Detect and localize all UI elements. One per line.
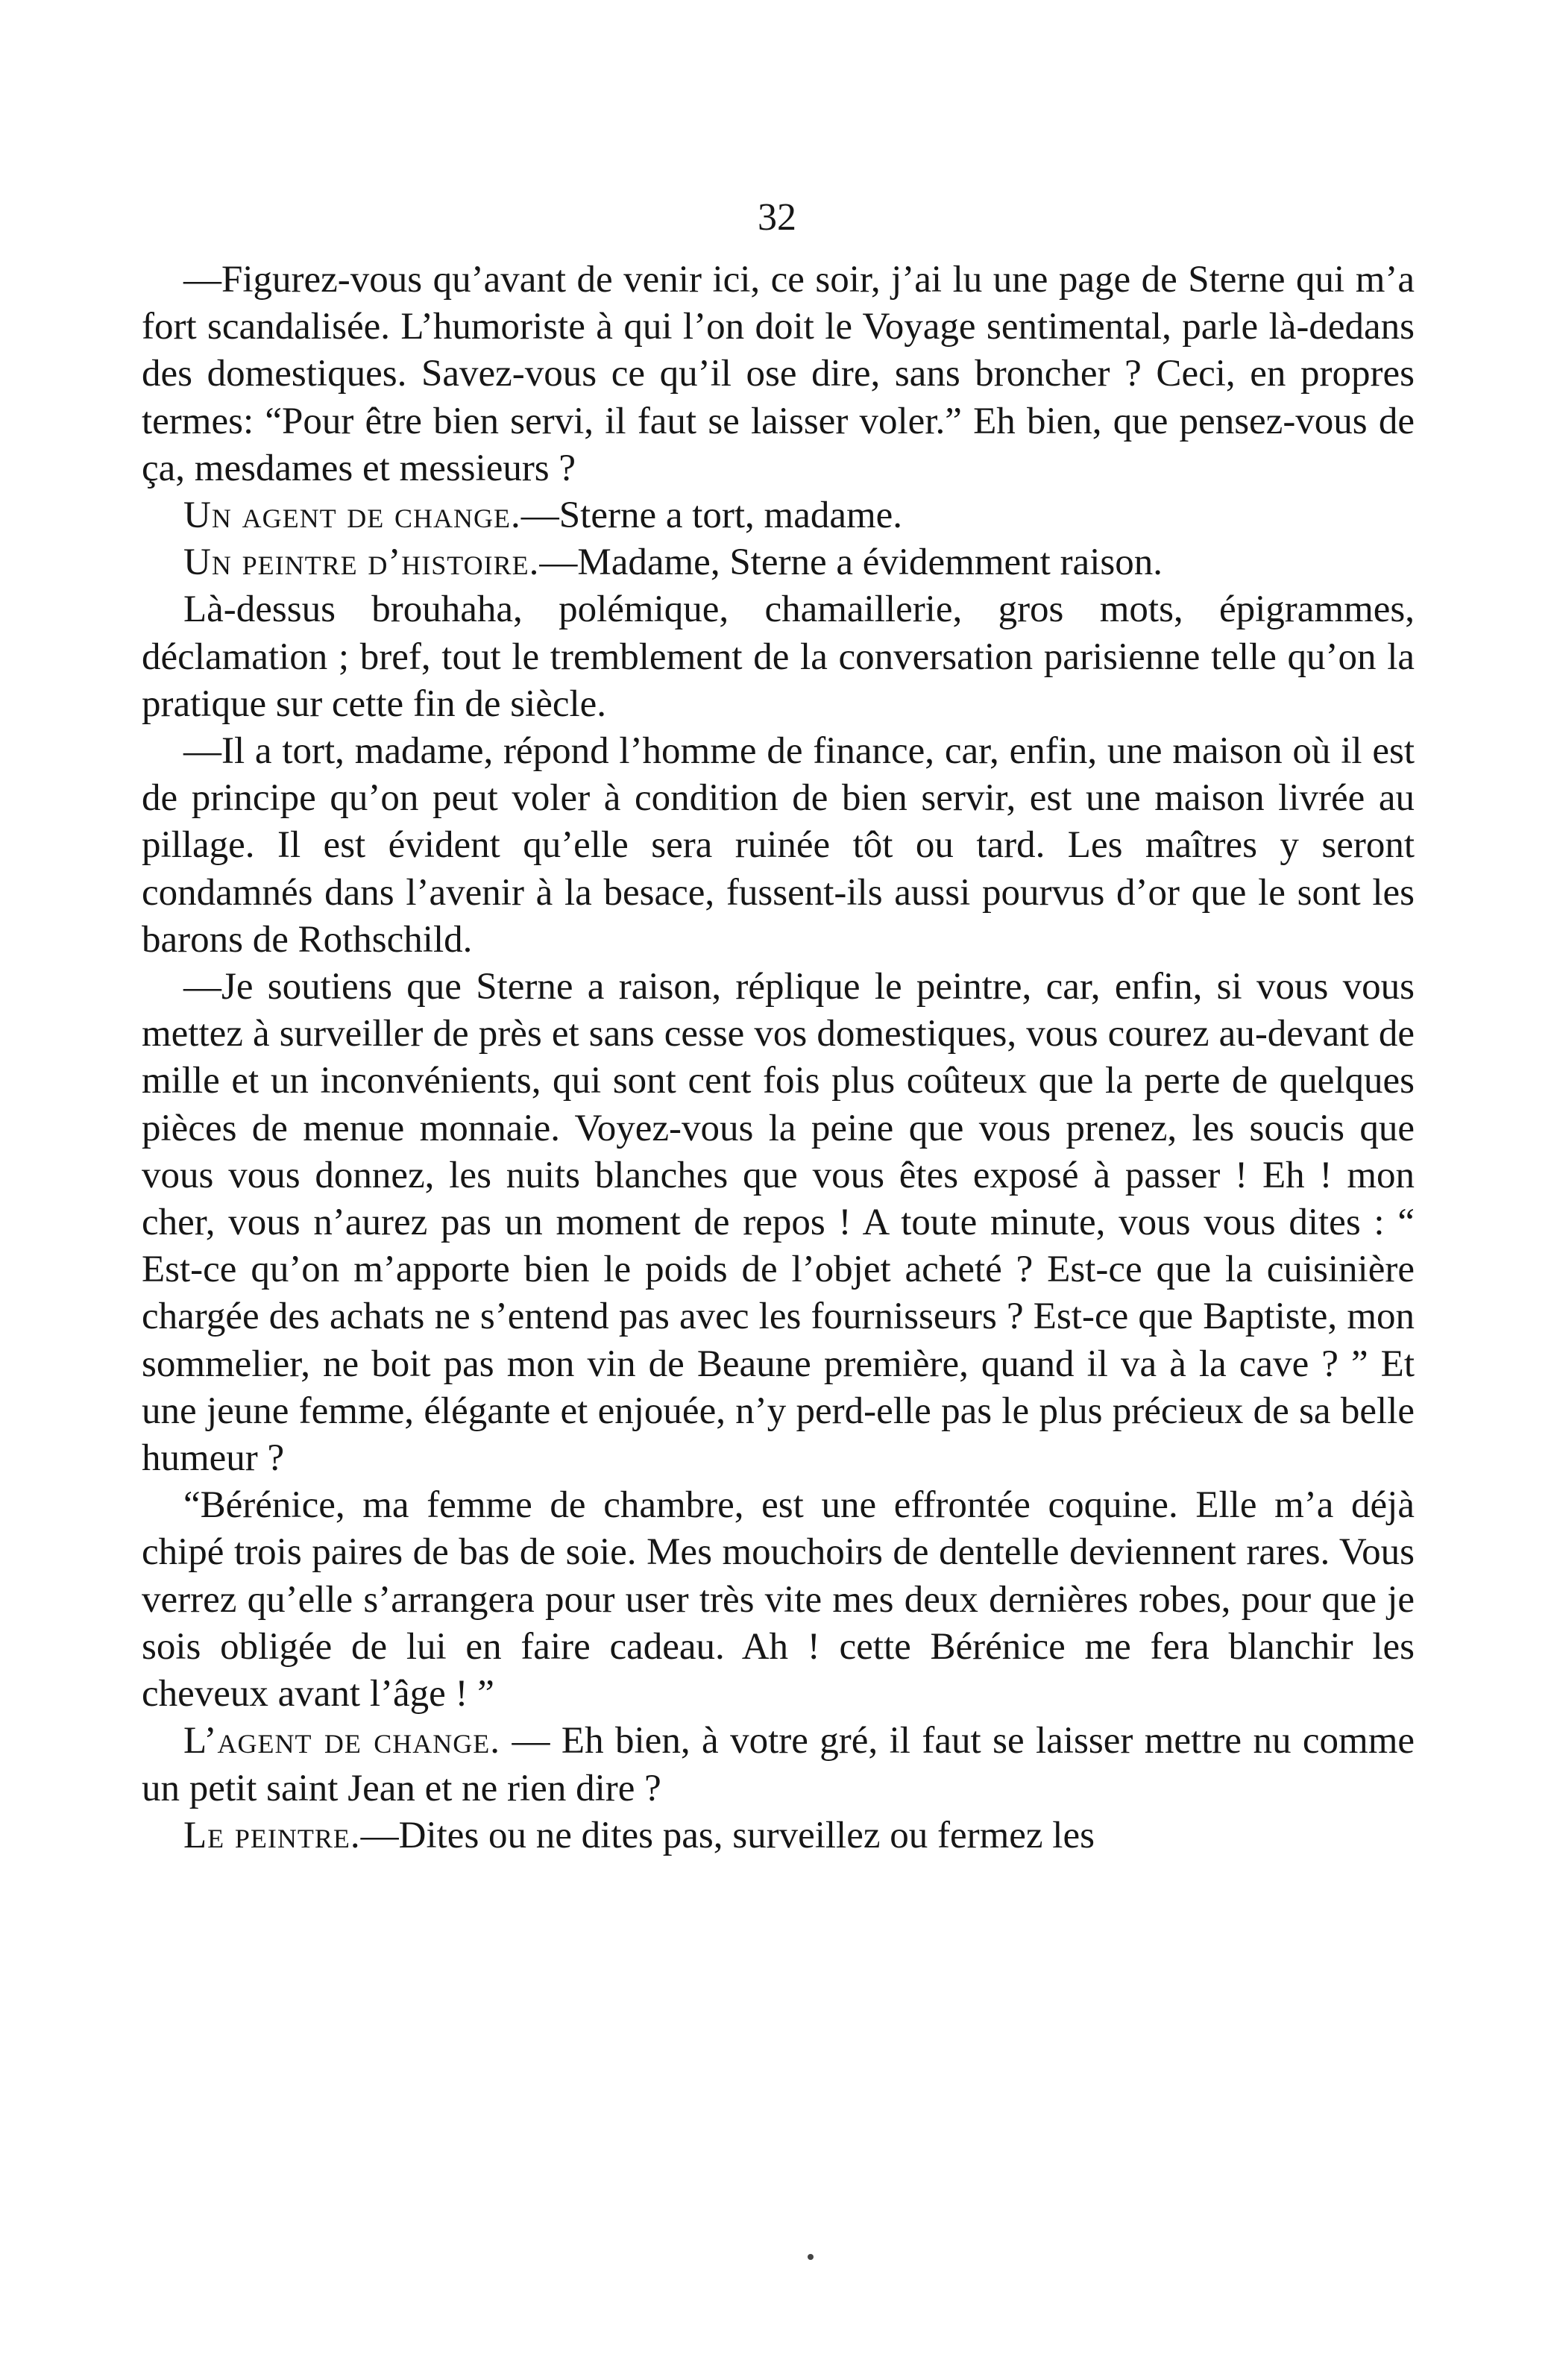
speaker-agent-de-change: Un agent de change. [183, 494, 521, 537]
paragraph-5 [142, 728, 1415, 964]
paragraph-2-text: —Sterne a tort, madame. [520, 494, 903, 537]
speaker-agent-de-change-2: L’agent de change. [183, 1720, 501, 1762]
paragraph-1 [142, 257, 1415, 492]
paragraph-3 [142, 539, 1415, 586]
paragraph-3-text: —Madame, Sterne a évidemment raison. [539, 541, 1163, 584]
paragraph-1-text: —Figurez-vous qu’avant de venir ici, ce soir, j’ai lu une page de Sterne qui m’a fort scandalisée. L’humoriste à qui l’on doit le Voyage sentimental, parle là-dedans des domestiques. Savez-vous ce qu’il ose dire, sans broncher ? Ceci, en propres termes: “Pour être bien servi, il faut se laisser voler.” Eh bien, que pensez-vous de ça, mesdames et messieurs ? [142, 259, 1415, 489]
speaker-peintre-histoire: Un peintre d’histoire. [183, 541, 540, 584]
paragraph-9 [142, 1812, 1415, 1859]
paragraph-5-text: —Il a tort, madame, répond l’homme de finance, car, enfin, une maison où il est de principe qu’on peut voler à condition de bien servir, est une maison livrée au pillage. Il est évident qu’elle sera ruinée tôt ou tard. Les maîtres y seront condamnés dans l’avenir à la besace, fussent-ils aussi pourvus d’or que le sont les barons de Rothschild. [142, 730, 1415, 961]
paragraph-4-text: Là-dessus brouhaha, polémique, chamaillerie, gros mots, épigrammes, déclamation ; bref, tout le tremblement de la conversation parisienne telle qu’on la pratique sur cette fin de siècle. [142, 588, 1415, 725]
paragraph-6 [142, 964, 1415, 1482]
body-text [142, 257, 1415, 1859]
paragraph-8 [142, 1718, 1415, 1812]
paragraph-9-text: —Dites ou ne dites pas, surveillez ou fermez les [360, 1814, 1095, 1856]
ink-dot [808, 2254, 814, 2260]
page-number: 32 [758, 196, 796, 239]
paragraph-8-text: — Eh bien, à votre gré, il faut se laisser mettre nu comme un petit saint Jean et ne rien dire ? [142, 1720, 1415, 1809]
paragraph-2 [142, 492, 1415, 539]
paragraph-4 [142, 586, 1415, 728]
paragraph-6-text: —Je soutiens que Sterne a raison, réplique le peintre, car, enfin, si vous vous mettez à surveiller de près et sans cesse vos domestiques, vous courez au-devant de mille et un inconvénients, qui sont cent fois plus coûteux que la perte de quelques pièces de menue monnaie. Voyez-vous la peine que vous prenez, les soucis que vous vous donnez, les nuits blanches que vous êtes exposé à passer ! Eh ! mon cher, vous n’aurez pas un moment de repos ! A toute minute, vous vous dites : “ Est-ce qu’on m’apporte bien le poids de l’objet acheté ? Est-ce que la cuisinière chargée des achats ne s’entend pas avec les fournisseurs ? Est-ce que Baptiste, mon sommelier, ne boit pas mon vin de Beaune première, quand il va à la cave ? ” Et une jeune femme, élégante et enjouée, n’y perd-elle pas le plus précieux de sa belle humeur ? [142, 966, 1415, 1480]
paragraph-7-text: “Bérénice, ma femme de chambre, est une effrontée coquine. Elle m’a déjà chipé trois paires de bas de soie. Mes mouchoirs de dentelle deviennent rares. Vous verrez qu’elle s’arrangera pour user très vite mes deux dernières robes, pour que je sois obligée de lui en faire cadeau. Ah ! cette Bérénice me fera blanchir les cheveux avant l’âge ! ” [142, 1484, 1415, 1715]
paragraph-7 [142, 1482, 1415, 1718]
speaker-le-peintre: Le peintre. [183, 1814, 361, 1856]
